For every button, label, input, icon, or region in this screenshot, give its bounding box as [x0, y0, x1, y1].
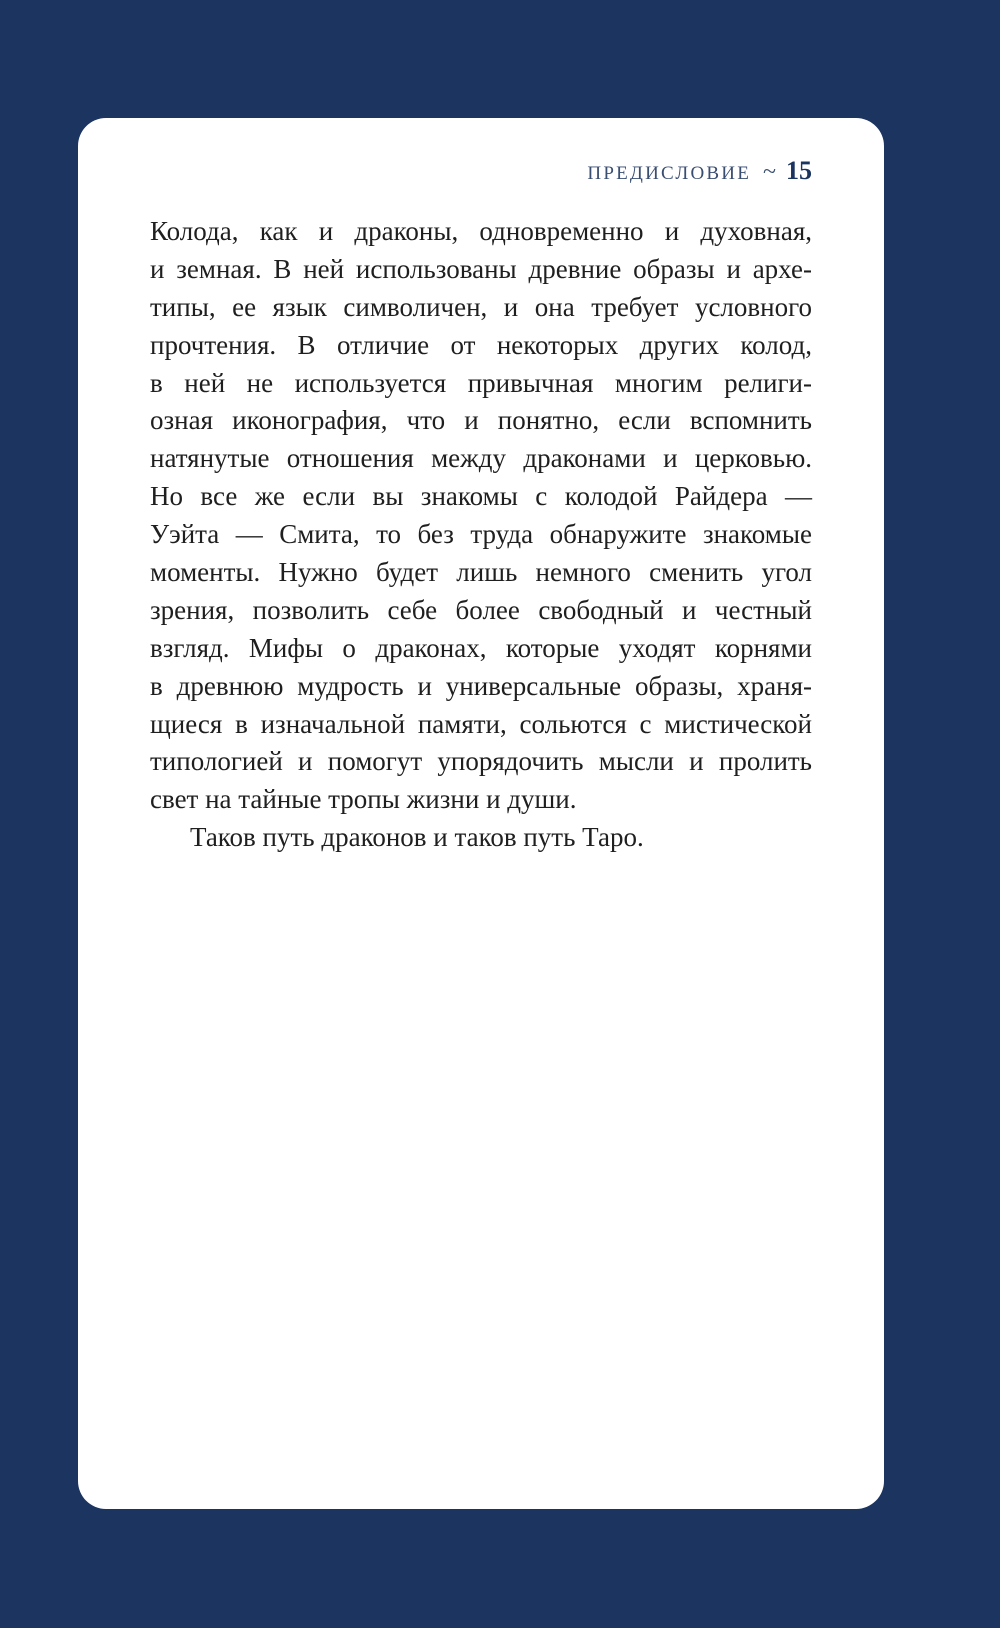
text-line: в древнюю мудрость и универсальные образы, храня- [150, 670, 812, 701]
header-separator: ~ [763, 159, 776, 185]
text-line: прочтения. В отличие от некоторых других колод, [150, 329, 812, 360]
text-line: в ней не используется привычная многим религи- [150, 367, 812, 398]
text-line: свет на тайные тропы жизни и души. [150, 784, 577, 815]
page-number: 15 [786, 156, 812, 185]
text-line: моменты. Нужно будет лишь немного сменить угол [150, 557, 812, 588]
text-line: типы, ее язык символичен, и она требует условного [150, 291, 812, 322]
text-line: щиеся в изначальной памяти, сольются с мистической [150, 708, 812, 739]
text-line: Но все же если вы знакомы с колодой Райдера — [150, 481, 812, 512]
body-text [150, 213, 812, 857]
text-line: Колода, как и драконы, одновременно и духовная, [150, 216, 812, 246]
text-line: зрения, позволить себе более свободный и честный [150, 594, 812, 625]
text-line: и земная. В ней использованы древние образы и архе- [150, 253, 812, 284]
text-line: взгляд. Мифы о драконах, которые уходят корнями [150, 632, 812, 663]
text-line: натянутые отношения между драконами и церковью. [150, 443, 812, 474]
text-line: типологией и помогут упорядочить мысли и пролить [150, 746, 812, 777]
book-page [78, 118, 884, 1509]
running-head [587, 156, 812, 186]
closing-paragraph: Таков путь драконов и таков путь Таро. [190, 822, 644, 853]
section-title: ПРЕДИСЛОВИЕ [587, 163, 752, 184]
text-line: озная иконография, что и понятно, если вспомнить [150, 405, 812, 436]
text-line: Уэйта — Смита, то без труда обнаружите знакомые [150, 519, 812, 550]
